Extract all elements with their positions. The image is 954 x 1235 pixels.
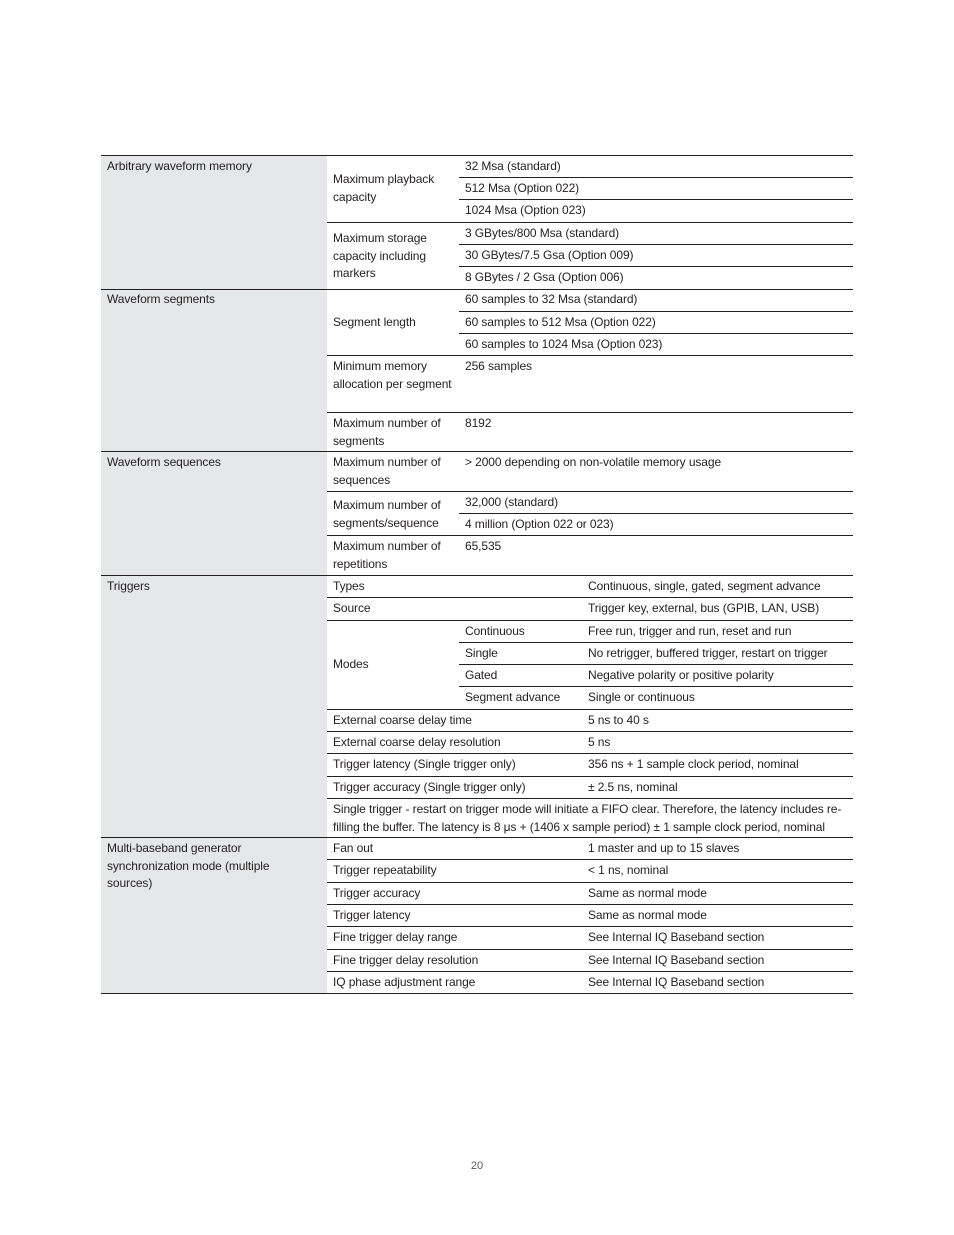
- section-label-sequences: Waveform sequences: [107, 455, 221, 469]
- param-label: Source: [333, 601, 371, 615]
- row-divider: [327, 798, 853, 799]
- row-divider: [459, 199, 853, 200]
- param-value: Continuous, single, gated, segment advance: [588, 579, 821, 593]
- row-divider: [459, 513, 853, 514]
- table-bottom-rule: [101, 993, 853, 994]
- row-divider: [459, 333, 853, 334]
- row-divider: [327, 355, 853, 356]
- row-divider: [459, 244, 853, 245]
- param-label: External coarse delay time: [333, 713, 472, 727]
- param-label: Minimum memory allocation per segment: [333, 359, 452, 391]
- param-value: 356 ns + 1 sample clock period, nominal: [588, 757, 799, 771]
- row-divider: [459, 177, 853, 178]
- param-value: Free run, trigger and run, reset and run: [588, 624, 792, 638]
- mode-label: Segment advance: [465, 690, 561, 704]
- param-label: Maximum number of segments/sequence: [333, 498, 441, 530]
- row-divider: [327, 882, 853, 883]
- section-band-triggers: [101, 575, 327, 837]
- row-divider: [327, 949, 853, 950]
- param-value: No retrigger, buffered trigger, restart on trigger: [588, 646, 828, 660]
- page-number: 20: [470, 1160, 484, 1172]
- row-divider: [327, 859, 853, 860]
- param-label: Fan out: [333, 841, 373, 855]
- param-value: Negative polarity or positive polarity: [588, 668, 774, 682]
- param-label: Segment length: [333, 315, 416, 329]
- param-value: 30 GBytes/7.5 Gsa (Option 009): [465, 248, 634, 262]
- param-value: 1024 Msa (Option 023): [465, 203, 586, 217]
- param-value: Same as normal mode: [588, 908, 707, 922]
- row-divider: [327, 753, 853, 754]
- param-value: 32 Msa (standard): [465, 159, 561, 173]
- mode-label: Continuous: [465, 624, 525, 638]
- param-label: Maximum storage capacity including markers: [333, 231, 427, 280]
- row-divider: [327, 926, 853, 927]
- section-label-segments: Waveform segments: [107, 292, 215, 306]
- param-label: Trigger repeatability: [333, 863, 437, 877]
- row-divider: [327, 731, 853, 732]
- row-divider: [327, 412, 853, 413]
- section-rule: [101, 575, 853, 576]
- section-rule: [101, 451, 853, 452]
- section-band-segments: [101, 289, 327, 451]
- param-label: Trigger accuracy (Single trigger only): [333, 780, 526, 794]
- param-label: Maximum number of repetitions: [333, 539, 441, 571]
- param-value: 256 samples: [465, 359, 532, 373]
- param-label: Fine trigger delay range: [333, 930, 458, 944]
- param-value: See Internal IQ Baseband section: [588, 975, 765, 989]
- row-divider: [327, 776, 853, 777]
- param-label: Modes: [333, 657, 369, 671]
- param-value: 5 ns: [588, 735, 611, 749]
- param-value: 8 GBytes / 2 Gsa (Option 006): [465, 270, 624, 284]
- trigger-note: Single trigger - restart on trigger mode will initiate a FIFO clear. Therefore, the latency includes re-filling the buffer. The latency is 8 μs + (1406 x sample period) ± 1 sample clock period, nominal: [333, 802, 842, 834]
- param-label: External coarse delay resolution: [333, 735, 501, 749]
- section-label-memory: Arbitrary waveform memory: [107, 159, 252, 173]
- section-rule: [101, 289, 853, 290]
- param-value: 1 master and up to 15 slaves: [588, 841, 740, 855]
- row-divider: [327, 535, 853, 536]
- param-value: ± 2.5 ns, nominal: [588, 780, 678, 794]
- section-label-sync: Multi-baseband generator synchronization mode (multiple sources): [107, 841, 270, 890]
- param-value: See Internal IQ Baseband section: [588, 953, 765, 967]
- param-value: 512 Msa (Option 022): [465, 181, 580, 195]
- row-divider: [327, 971, 853, 972]
- row-divider: [327, 222, 853, 223]
- param-value: Single or continuous: [588, 690, 695, 704]
- row-divider: [459, 664, 853, 665]
- param-label: Types: [333, 579, 365, 593]
- param-value: 4 million (Option 022 or 023): [465, 517, 614, 531]
- row-divider: [327, 904, 853, 905]
- param-value: < 1 ns, nominal: [588, 863, 669, 877]
- table-top-rule: [101, 155, 853, 156]
- param-value: 65,535: [465, 539, 502, 553]
- param-label: Trigger accuracy: [333, 886, 421, 900]
- row-divider: [327, 620, 853, 621]
- param-label: Maximum playback capacity: [333, 172, 435, 204]
- param-value: > 2000 depending on non-volatile memory usage: [465, 455, 722, 469]
- mode-label: Gated: [465, 668, 498, 682]
- param-value: See Internal IQ Baseband section: [588, 930, 765, 944]
- row-divider: [327, 491, 853, 492]
- row-divider: [327, 597, 853, 598]
- row-divider: [459, 642, 853, 643]
- row-divider: [459, 686, 853, 687]
- param-label: Maximum number of segments: [333, 416, 441, 448]
- row-divider: [459, 311, 853, 312]
- param-value: 5 ns to 40 s: [588, 713, 649, 727]
- param-label: IQ phase adjustment range: [333, 975, 476, 989]
- param-value: Same as normal mode: [588, 886, 707, 900]
- param-label: Trigger latency (Single trigger only): [333, 757, 516, 771]
- section-label-triggers: Triggers: [107, 579, 150, 593]
- param-value: 60 samples to 1024 Msa (Option 023): [465, 337, 663, 351]
- param-label: Maximum number of sequences: [333, 455, 441, 487]
- param-value: Trigger key, external, bus (GPIB, LAN, USB): [588, 601, 820, 615]
- section-band-memory: [101, 156, 327, 289]
- row-divider: [459, 266, 853, 267]
- param-value: 60 samples to 32 Msa (standard): [465, 292, 638, 306]
- param-label: Trigger latency: [333, 908, 411, 922]
- param-value: 32,000 (standard): [465, 495, 559, 509]
- section-rule: [101, 837, 853, 838]
- row-divider: [327, 709, 853, 710]
- mode-label: Single: [465, 646, 498, 660]
- param-value: 8192: [465, 416, 492, 430]
- param-value: 3 GBytes/800 Msa (standard): [465, 226, 620, 240]
- param-label: Fine trigger delay resolution: [333, 953, 479, 967]
- param-value: 60 samples to 512 Msa (Option 022): [465, 315, 656, 329]
